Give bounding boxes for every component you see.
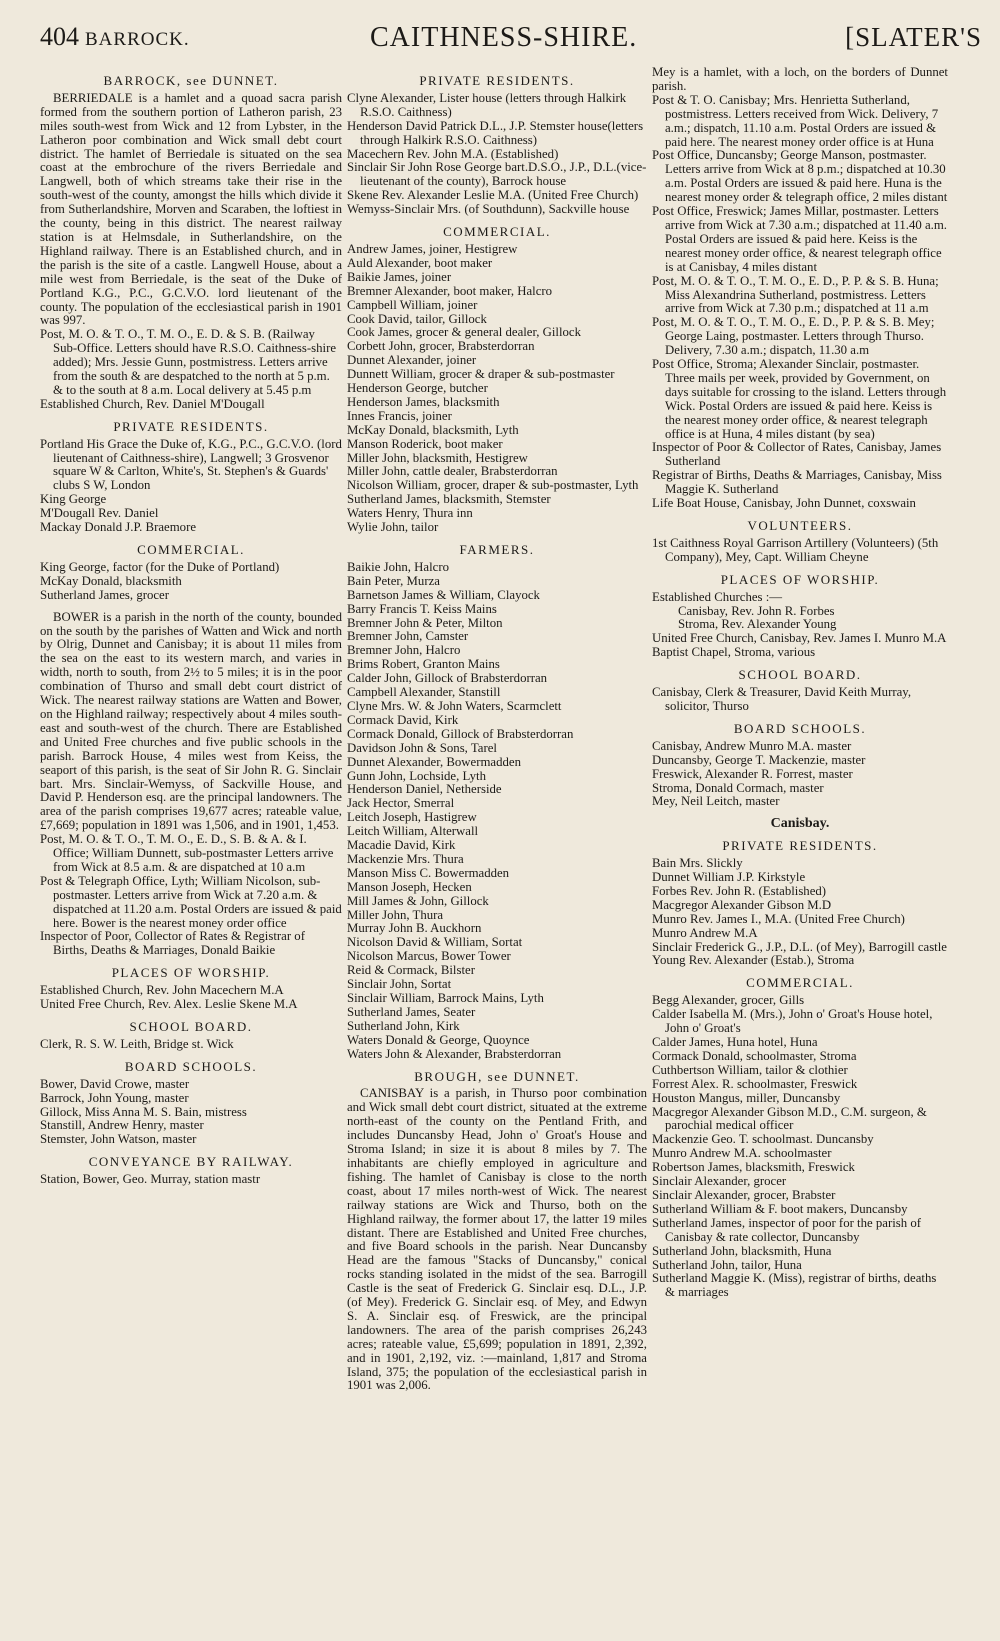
commercial-entry: Waters Henry, Thura inn xyxy=(347,506,473,521)
resident-entry: Macechern Rev. John M.A. (Established) xyxy=(347,146,559,161)
commercial-entry: Begg Alexander, grocer, Gills xyxy=(652,993,805,1008)
church-entry: Established Church, Rev. John Macechern M.A xyxy=(40,983,284,998)
resident-entry: Sinclair Frederick G., J.P., D.L. (of Mey), Barrogill castle xyxy=(652,939,947,954)
farmer-entry: Waters Donald & George, Quoynce xyxy=(347,1032,530,1047)
commercial-entry: Andrew James, joiner, Hestigrew xyxy=(347,241,518,256)
official-entry: Registrar of Births, Deaths & Marriages, Canisbay, Miss Maggie K. Sutherland xyxy=(652,468,942,497)
entry-bower: BOWER is a parish in the north of the county, bounded on the south by the parishes of Watten and Wick and north by Olrig, Dunnet and Canisbay; it is about 11 miles from the sea on the east to its western march, and varies in width, north to south, from 2½ to 5 miles; it is in the poor combination of Thurso and small debt court district of Wick. The nearest railway stations are Watten and Bower, on the Highland railway; respectively about 4 miles south-east and south-west of the church. There are Established and United Free churches and five public schools in the parish. Barrock House, 4 miles west from Keiss, the seaport of this parish, is the seat of Sir John R. G. Sinclair bart. Mrs. Sinclair-Wemyss, of Sackville House, and David P. Henderson esq. are the principal landowners. The area of the parish comprises 19,677 acres; rateable value, £7,669; population in 1891 was 1,506, and in 1901, 1,453. xyxy=(40,609,342,833)
commercial-entry: Sinclair Alexander, grocer xyxy=(652,1174,787,1189)
commercial-entry: Sutherland John, tailor, Huna xyxy=(652,1257,802,1272)
commercial-entry: Nicolson William, grocer, draper & sub-postmaster, Lyth xyxy=(347,478,639,493)
resident-entry: Forbes Rev. John R. (Established) xyxy=(652,883,827,898)
farmer-entry: Jack Hector, Smerral xyxy=(347,796,455,811)
commercial-entry: Mackenzie Geo. T. schoolmast. Duncansby xyxy=(652,1132,874,1147)
entry-canisbay: CANISBAY is a parish, in Thurso poor combination and Wick small debt court district, situated at the extreme north-east of the county on the Pentland Frith, and includes Duncansby Head, John o' Groat's House and Stroma Island; in size it is about 8 miles by 7. The inhabitants are chiefly employed in agriculture and fishing. The hamlet of Canisbay is close to the north coast, about 17 miles north-west of Wick. The nearest railway stations are Wick and Thurso, both on the Highland railway, the former about 17, the latter 19 miles distant. There are Established and United Free churches, and five Board schools in the parish. Near Duncansby Head are the famous "Stacks of Duncansby," conical rocks standing isolated in the midst of the sea. Barrogill Castle is the seat of Frederick G. Sinclair esq. D.L., J.P. (of Mey). Frederick G. Sinclair esq. of Mey, and Edwyn S. A. Sinclair esq. of Freswick, are the principal landowners. The area of the parish comprises 26,243 acres; rateable value, £5,699; population in 1891, 2,392, and in 1901, 2,192, viz. :—mainland, 1,817 and Stroma Island, 375; the population of the ecclesiastical parish in 1901 was 2,006. xyxy=(347,1086,647,1393)
railway-entry: Station, Bower, Geo. Murray, station mastr xyxy=(40,1172,261,1187)
section-heading: PRIVATE RESIDENTS. xyxy=(113,418,269,434)
farmer-entry: Mill James & John, Gillock xyxy=(347,893,489,908)
resident-entry: Mackay Donald J.P. Braemore xyxy=(40,520,197,535)
commercial-entry: Henderson James, blacksmith xyxy=(347,394,500,409)
church-entry: United Free Church, Canisbay, Rev. James I. Munro M.A xyxy=(652,631,947,646)
commercial-entry: King George, factor (for the Duke of Portland) xyxy=(40,559,280,574)
farmer-entry: Waters John & Alexander, Brabsterdorran xyxy=(347,1046,562,1061)
resident-entry: Henderson David Patrick D.L., J.P. Stemster house(letters through Halkirk R.S.O. Caithness) xyxy=(347,118,644,147)
farmer-entry: Clyne Mrs. W. & John Waters, Scarmclett xyxy=(347,698,562,713)
farmer-entry: Leitch William, Alterwall xyxy=(347,824,479,839)
column-right xyxy=(652,66,948,1300)
commercial-entry: Baikie James, joiner xyxy=(347,269,452,284)
resident-entry: King George xyxy=(40,492,107,507)
farmer-entry: Sinclair John, Sortat xyxy=(347,977,452,992)
farmer-entry: Manson Miss C. Bowermadden xyxy=(347,865,510,880)
church-entry: Established Churches :— xyxy=(652,589,783,604)
commercial-entry: Sutherland Maggie K. (Miss), registrar of births, deaths & marriages xyxy=(652,1271,937,1300)
commercial-entry: Cook David, tailor, Gillock xyxy=(347,311,487,326)
commercial-entry: McKay Donald, blacksmith, Lyth xyxy=(347,422,519,437)
commercial-entry: Auld Alexander, boot maker xyxy=(347,255,493,270)
farmer-entry: Nicolson Marcus, Bower Tower xyxy=(347,949,511,964)
commercial-entry: Innes Francis, joiner xyxy=(347,408,452,423)
farmer-entry: Brims Robert, Granton Mains xyxy=(347,657,500,672)
school-board-entry: Canisbay, Clerk & Treasurer, David Keith Murray, solicitor, Thurso xyxy=(652,685,912,713)
farmer-entry: Nicolson David & William, Sortat xyxy=(347,935,523,950)
commercial-entry: Miller John, blacksmith, Hestigrew xyxy=(347,450,528,465)
resident-entry: Clyne Alexander, Lister house (letters through Halkirk R.S.O. Caithness) xyxy=(347,90,627,119)
farmer-entry: Reid & Cormack, Bilster xyxy=(347,963,475,978)
official-entry: Inspector of Poor, Collector of Rates & Registrar of Births, Deaths & Marriages, Donald Baikie xyxy=(40,929,305,958)
section-heading: FARMERS. xyxy=(459,542,535,557)
commercial-entry: Campbell William, joiner xyxy=(347,297,478,312)
commercial-entry: Corbett John, grocer, Brabsterdorran xyxy=(347,339,535,354)
publisher-mark: [SLATER'S xyxy=(845,22,982,52)
school-board-entry: Clerk, R. S. W. Leith, Bridge st. Wick xyxy=(40,1036,234,1051)
column-left xyxy=(40,66,342,1187)
farmer-entry: Gunn John, Lochside, Lyth xyxy=(347,768,486,783)
section-heading: VOLUNTEERS. xyxy=(747,518,853,533)
farmer-entry: Miller John, Thura xyxy=(347,907,444,922)
commercial-entry: Henderson George, butcher xyxy=(347,381,488,396)
post-office-entry: Post Office, Freswick; James Millar, postmaster. Letters arrive from Wick at 7.30 a.m.; dispatched at 11.40 a.m. Postal Orders are issued & paid here. Keiss is the nearest money order office, & nearest telegraph office is at Canisbay, 4 miles distant xyxy=(652,204,947,274)
farmer-entry: Campbell Alexander, Stanstill xyxy=(347,685,501,700)
commercial-entry: Dunnett William, grocer & draper & sub-postmaster xyxy=(347,367,615,382)
school-entry: Stanstill, Andrew Henry, master xyxy=(40,1118,204,1133)
resident-entry: Sinclair Sir John Rose George bart.D.S.O., J.P., D.L.(vice-lieutenant of the county), Barrock house xyxy=(347,160,647,189)
school-entry: Mey, Neil Leitch, master xyxy=(652,794,780,809)
post-office-entry: Post, M. O. & T. O., T. M. O., E. D., P. P. & S. B. Huna; Miss Alexandrina Sutherland, postmistress. Letters arrive from Wick at 7.30 p.m.; dispatched at 11 a.m xyxy=(652,273,939,316)
commercial-entry: Cook James, grocer & general dealer, Gillock xyxy=(347,325,582,340)
post-office-entry: Post, M. O. & T. O., T. M. O., E. D., P. P. & S. B. Mey; George Laing, postmaster. Letters through Thurso. Delivery, 7.30 a.m.; dispatch, 11.30 a.m xyxy=(652,315,935,358)
school-entry: Stemster, John Watson, master xyxy=(40,1132,197,1147)
section-heading: PLACES OF WORSHIP. xyxy=(720,571,880,587)
commercial-entry: Calder James, Huna hotel, Huna xyxy=(652,1035,818,1049)
resident-entry: Bain Mrs. Slickly xyxy=(652,856,743,871)
resident-entry: Munro Andrew M.A xyxy=(652,925,758,940)
post-office-entry: Post Office, Duncansby; George Manson, postmaster. Letters arrive from Wick at 8 p.m.; dispatched at 10.30 a.m. Postal Orders are issued & paid here. Huna is the nearest money order & telegraph office, 2 miles distant xyxy=(652,148,948,205)
farmer-entry: Sutherland James, Seater xyxy=(347,1004,476,1019)
column-middle xyxy=(347,66,647,1393)
commercial-entry: Manson Roderick, boot maker xyxy=(347,436,503,451)
resident-entry: Skene Rev. Alexander Leslie M.A. (United Free Church) xyxy=(347,188,639,203)
commercial-entry: Sinclair Alexander, grocer, Brabster xyxy=(652,1187,836,1202)
church-entry: Canisbay, Rev. John R. Forbes xyxy=(678,603,835,618)
farmer-entry: Barry Francis T. Keiss Mains xyxy=(347,601,497,616)
place-heading: Canisbay. xyxy=(770,816,830,832)
commercial-entry: Cuthbertson William, tailor & clothier xyxy=(652,1062,848,1077)
county-title: CAITHNESS-SHIRE. xyxy=(370,22,638,53)
section-heading: SCHOOL BOARD. xyxy=(738,667,862,683)
commercial-entry: Sutherland James, inspector of poor for the parish of Canisbay & rate collector, Duncansby xyxy=(652,1215,922,1244)
running-head: BARROCK. xyxy=(85,29,190,50)
farmer-entry: Manson Joseph, Hecken xyxy=(347,879,472,894)
resident-entry: Portland His Grace the Duke of, K.G., P.C., G.C.V.O. (lord lieutenant of Caithness-shire), Langwell; 3 Grosvenor square W & Carlton, White's, St. Stephen's & Guards' clubs S W, London xyxy=(40,436,342,493)
church-entry: Baptist Chapel, Stroma, various xyxy=(652,645,816,660)
page-number: 404 BARROCK. xyxy=(40,22,190,51)
commercial-entry: Sutherland James, blacksmith, Stemster xyxy=(347,492,551,507)
commercial-entry: Sutherland James, grocer xyxy=(40,587,169,602)
resident-entry: Young Rev. Alexander (Estab.), Stroma xyxy=(652,953,855,968)
farmer-entry: Cormack David, Kirk xyxy=(347,712,459,727)
cross-reference: BARROCK, see DUNNET. xyxy=(103,73,279,88)
commercial-entry: Wylie John, tailor xyxy=(347,520,439,535)
section-heading: SCHOOL BOARD. xyxy=(129,1019,253,1034)
school-entry: Duncansby, George T. Mackenzie, master xyxy=(652,752,866,767)
school-entry: Bower, David Crowe, master xyxy=(40,1076,190,1091)
section-heading: PRIVATE RESIDENTS. xyxy=(419,73,575,88)
section-heading: BOARD SCHOOLS. xyxy=(733,720,867,736)
farmer-entry: Henderson Daniel, Netherside xyxy=(347,782,502,797)
commercial-entry: Munro Andrew M.A. schoolmaster xyxy=(652,1146,832,1161)
farmer-entry: Bain Peter, Murza xyxy=(347,573,440,588)
farmer-entry: Cormack Donald, Gillock of Brabsterdorran xyxy=(347,726,574,741)
commercial-entry: Calder Isabella M. (Mrs.), John o' Groat's House hotel, John o' Groat's xyxy=(652,1007,933,1036)
commercial-entry: Sutherland John, blacksmith, Huna xyxy=(652,1243,832,1258)
post-office-entry: Post & T. O. Canisbay; Mrs. Henrietta Sutherland, postmistress. Letters received from Wick. Delivery, 7 a.m.; dispatch, 11.10 a.m. Postal Orders are issued & paid here. The nearest money order office is at Huna xyxy=(652,92,939,149)
section-heading: BOARD SCHOOLS. xyxy=(124,1058,258,1074)
resident-entry: Wemyss-Sinclair Mrs. (of Southdunn), Sackville house xyxy=(347,202,630,217)
commercial-entry: McKay Donald, blacksmith xyxy=(40,573,182,588)
post-office-entry: Post Office, Stroma; Alexander Sinclair, postmaster. Three mails per week, provided by Government, on days suitable for crossing to the island. Letters through Wick. Postal Orders are issued & paid here. Keiss is the nearest money order office, & nearest telegraph office is at Huna, 4 miles distant (by sea) xyxy=(652,357,947,441)
section-heading: COMMERCIAL. xyxy=(443,224,551,240)
farmer-entry: Mackenzie Mrs. Thura xyxy=(347,851,464,866)
cross-reference: BROUGH, see DUNNET. xyxy=(414,1068,580,1084)
farmer-entry: Bremner John, Camster xyxy=(347,629,469,644)
commercial-entry: Sutherland William & F. boot makers, Duncansby xyxy=(652,1201,908,1216)
section-heading: PLACES OF WORSHIP. xyxy=(111,965,271,981)
school-entry: Gillock, Miss Anna M. S. Bain, mistress xyxy=(40,1104,247,1119)
church-entry: Stroma, Rev. Alexander Young xyxy=(678,617,837,632)
commercial-entry: Miller John, cattle dealer, Brabsterdorran xyxy=(347,464,558,479)
official-entry: Inspector of Poor & Collector of Rates, Canisbay, James Sutherland xyxy=(652,440,942,469)
entry-berriedale: BERRIEDALE is a hamlet and a quoad sacra parish formed from the southern portion of Latheron parish, 23 miles south-west from Wick and 12 from Lybster, in the Latheron poor combination and Wick small debt court district. The hamlet of Berriedale is situated on the sea coast at the embrochure of the rivers Berriedale and Langwell, both of which streams take their rise in the south-west of the county, amongst the hills which divide it from Sutherlandshire, Morven and Scaraben, the loftiest in the county, being in this district. The nearest railway station is at Helmsdale, in Sutherlandshire, on the Highland railway. There is an Established church, and in the parish is the site of a castle. Langwell House, about a mile west from Berriedale, is the seat of the Duke of Portland K.G., P.C., G.C.V.O. lord lieutenant of the county. The population of the ecclesiastical parish in 1901 was 997. xyxy=(40,90,342,328)
farmer-entry: Calder John, Gillock of Brabsterdorran xyxy=(347,671,548,686)
commercial-entry: Houston Mangus, miller, Duncansby xyxy=(652,1090,841,1105)
farmer-entry: Macadie David, Kirk xyxy=(347,838,456,853)
commercial-entry: Cormack Donald, schoolmaster, Stroma xyxy=(652,1048,857,1063)
school-entry: Freswick, Alexander R. Forrest, master xyxy=(652,766,853,781)
commercial-entry: Dunnet Alexander, joiner xyxy=(347,353,477,368)
post-office-entry: Post, M. O. & T. O., T. M. O., E. D., S. B. & A. & I. Office; William Dunnett, sub-postmaster Letters arrive from Wick at 8.5 a.m. & are dispatched at 10 a.m xyxy=(40,832,334,874)
post-office-entry: Post & Telegraph Office, Lyth; William Nicolson, sub-postmaster. Letters arrive from Wick at 7.20 a.m. & dispatched at 11.20 a.m. Postal Orders are issued & paid here. Bower is the nearest money order office xyxy=(40,873,342,930)
post-office-entry: Post, M. O. & T. O., T. M. O., E. D. & S. B. (Railway Sub-Office. Letters should have R.S.O. Caithness-shire added); Mrs. Jessie Gunn, postmistress. Letters arrive from the south & are despatched to the north at 5 p.m. & to the south at 8 a.m. Local delivery at 5.45 p.m xyxy=(40,327,337,397)
section-heading: COMMERCIAL. xyxy=(746,975,854,991)
commercial-entry: Bremner Alexander, boot maker, Halcro xyxy=(347,283,553,298)
school-entry: Barrock, John Young, master xyxy=(40,1090,189,1105)
volunteer-entry: 1st Caithness Royal Garrison Artillery (Volunteers) (5th Company), Mey, Capt. William Cheyne xyxy=(652,535,939,564)
farmer-entry: Sinclair William, Barrock Mains, Lyth xyxy=(347,991,544,1005)
resident-entry: Macgregor Alexander Gibson M.D xyxy=(652,897,832,912)
farmer-entry: Davidson John & Sons, Tarel xyxy=(347,740,497,755)
farmer-entry: Barnetson James & William, Clayock xyxy=(347,587,540,602)
resident-entry: Munro Rev. James I., M.A. (United Free Church) xyxy=(652,911,905,926)
commercial-entry: Macgregor Alexander Gibson M.D., C.M. surgeon, & parochial medical officer xyxy=(652,1104,927,1133)
page-header xyxy=(40,22,982,58)
farmer-entry: Sutherland John, Kirk xyxy=(347,1018,460,1033)
commercial-entry: Forrest Alex. R. schoolmaster, Freswick xyxy=(652,1076,858,1091)
farmer-entry: Dunnet Alexander, Bowermadden xyxy=(347,754,521,769)
resident-entry: M'Dougall Rev. Daniel xyxy=(40,506,159,521)
farmer-entry: Bremner John & Peter, Milton xyxy=(347,615,503,630)
farmer-entry: Leitch Joseph, Hastigrew xyxy=(347,810,477,825)
school-entry: Stroma, Donald Cormach, master xyxy=(652,780,824,795)
farmer-entry: Baikie John, Halcro xyxy=(347,559,449,574)
farmer-entry: Bremner John, Halcro xyxy=(347,643,461,658)
official-entry: Life Boat House, Canisbay, John Dunnet, coxswain xyxy=(652,496,916,511)
section-heading: CONVEYANCE BY RAILWAY. xyxy=(88,1154,294,1170)
school-entry: Canisbay, Andrew Munro M.A. master xyxy=(652,738,852,753)
farmer-entry: Murray John B. Auckhorn xyxy=(347,921,482,936)
section-heading: PRIVATE RESIDENTS. xyxy=(722,838,878,854)
church-entry: United Free Church, Rev. Alex. Leslie Skene M.A xyxy=(40,997,298,1012)
commercial-entry: Robertson James, blacksmith, Freswick xyxy=(652,1160,855,1175)
resident-entry: Dunnet William J.P. Kirkstyle xyxy=(652,870,806,885)
section-heading: COMMERCIAL. xyxy=(137,542,245,557)
church-entry: Established Church, Rev. Daniel M'Dougall xyxy=(40,396,265,411)
entry-mey: Mey is a hamlet, with a loch, on the borders of Dunnet parish. xyxy=(652,65,948,93)
